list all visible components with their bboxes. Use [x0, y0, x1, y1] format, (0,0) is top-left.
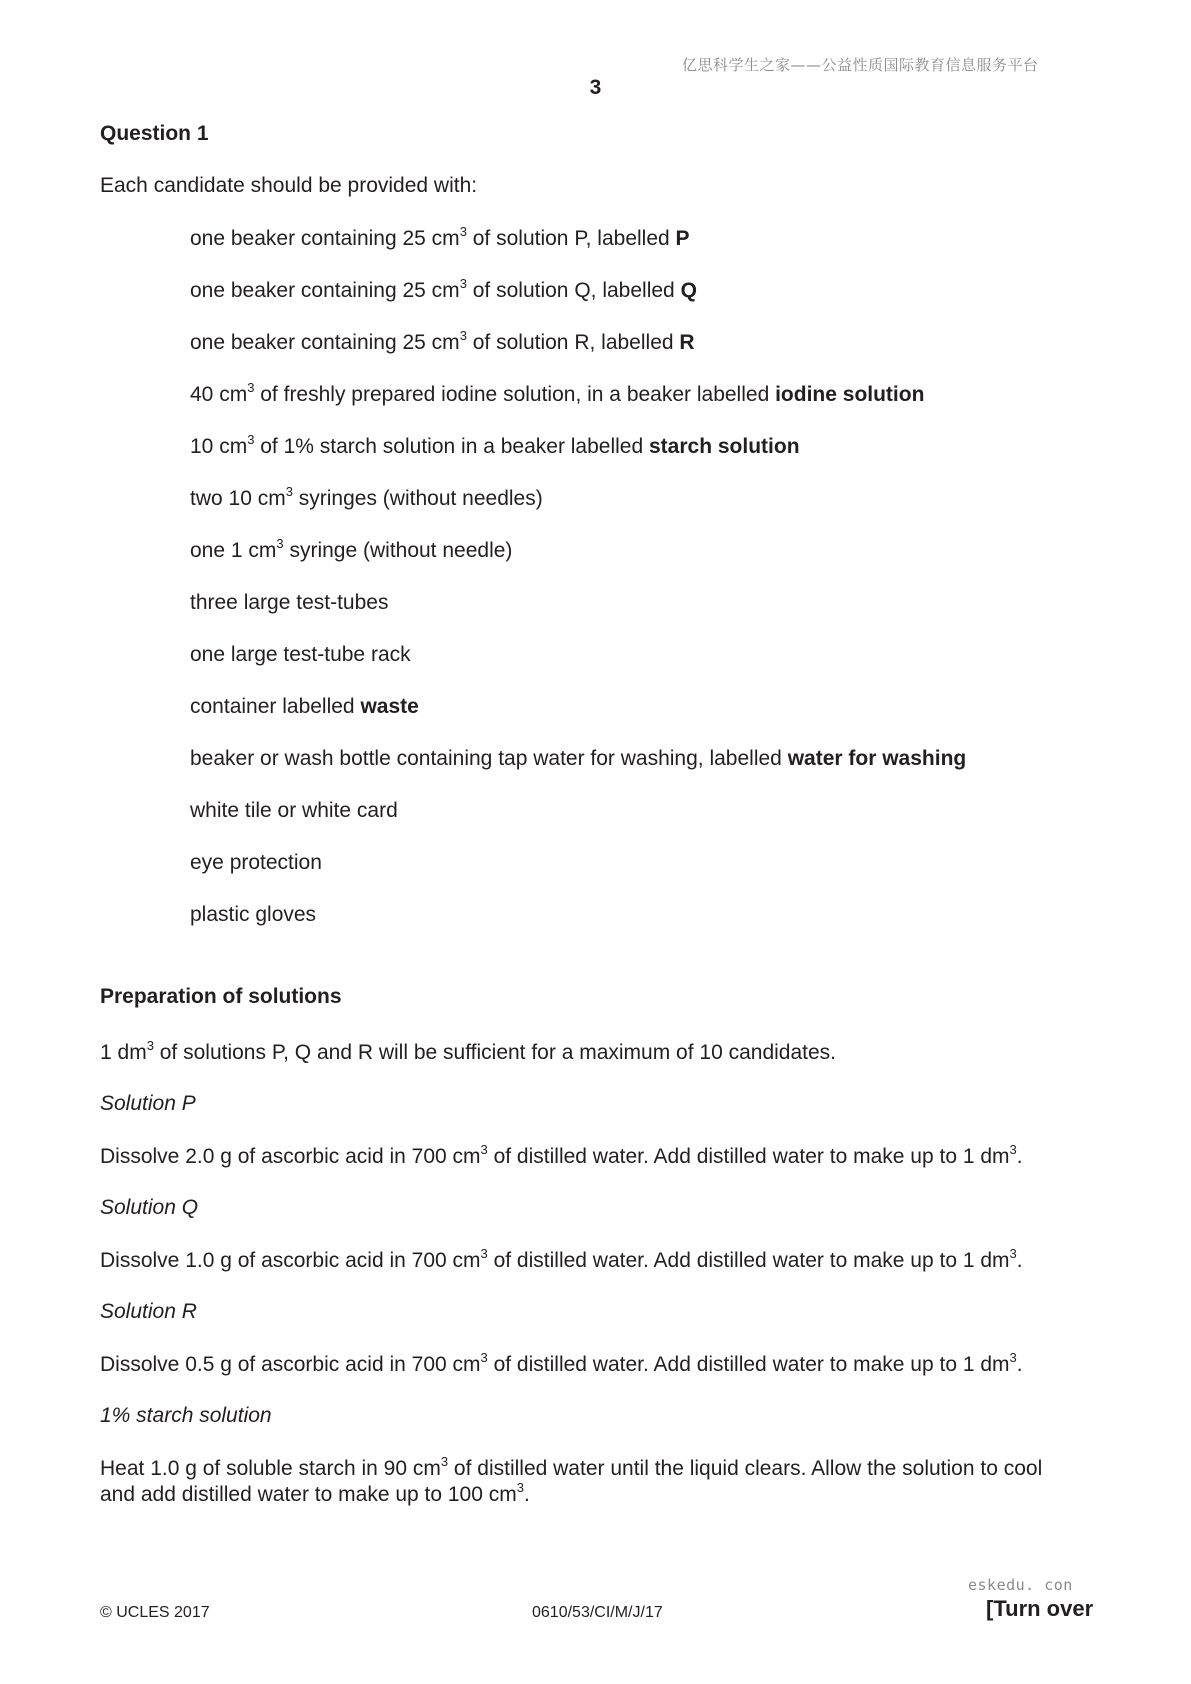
solution-q-heading: Solution Q — [100, 1196, 199, 1219]
item-text: 40 $cm^3$ of freshly prepared iodine solution, in a beaker labelled iodine solution — [190, 380, 925, 406]
item-text: eye protection — [190, 851, 322, 874]
page-number: 3 — [589, 76, 602, 99]
intro-text: Each candidate should be provided with: — [100, 174, 478, 197]
item-text: white tile or white card — [190, 799, 398, 822]
item-text: container labelled waste — [190, 695, 419, 718]
starch-line-2: and add distilled water to make up to 100 $cm^3$. — [100, 1480, 530, 1506]
item-text: one beaker containing 25 $cm^3$ of solution P, labelled P — [190, 224, 690, 250]
item-text: one 1 $cm^3$ syringe (without needle) — [190, 536, 513, 562]
item-text: 10 $cm^3$ of 1% starch solution in a beaker labelled starch solution — [190, 432, 800, 458]
solution-r-instructions: Dissolve 0.5 g of ascorbic acid in 700 $cm^3$ of distilled water. Add distilled water to make up to 1 $dm^3$. — [100, 1350, 1023, 1376]
question-title: Question 1 — [100, 122, 209, 145]
item-text: one beaker containing 25 $cm^3$ of solution R, labelled R — [190, 328, 695, 354]
starch-solution-heading: 1% starch solution — [100, 1404, 272, 1427]
starch-line-1: Heat 1.0 g of soluble starch in 90 $cm^3$ of distilled water until the liquid clears. Allow the solution to cool — [100, 1454, 1043, 1480]
paper-code: 0610/53/CI/M/J/17 — [532, 1604, 663, 1621]
starch-solution-instructions — [100, 1456, 1042, 1508]
solution-p-instructions: Dissolve 2.0 g of ascorbic acid in 700 $cm^3$ of distilled water. Add distilled water to make up to 1 $dm^3$. — [100, 1142, 1023, 1168]
item-text: plastic gloves — [190, 903, 317, 926]
solution-r-heading: Solution R — [100, 1300, 197, 1323]
watermark-text: 亿思科学生之家——公益性质国际教育信息服务平台 — [682, 56, 1039, 74]
solution-p-heading: Solution P — [100, 1092, 196, 1115]
item-text: three large test-tubes — [190, 591, 389, 614]
item-text: two 10 $cm^3$ syringes (without needles) — [190, 484, 543, 510]
preparation-title: Preparation of solutions — [100, 985, 342, 1008]
copyright: © UCLES 2017 — [100, 1604, 210, 1621]
item-text: beaker or wash bottle containing tap water for washing, labelled water for washing — [190, 747, 967, 770]
sufficiency-note: 1 $dm^3$ of solutions P, Q and R will be sufficient for a maximum of 10 candidates. — [100, 1038, 836, 1064]
item-text: one beaker containing 25 $cm^3$ of solution Q, labelled Q — [190, 276, 697, 302]
turn-over: [Turn over — [986, 1596, 1094, 1621]
footer-watermark: eskedu. con — [968, 1576, 1073, 1594]
item-text: one large test-tube rack — [190, 643, 411, 666]
solution-q-instructions: Dissolve 1.0 g of ascorbic acid in 700 $cm^3$ of distilled water. Add distilled water to make up to 1 $dm^3$. — [100, 1246, 1023, 1272]
